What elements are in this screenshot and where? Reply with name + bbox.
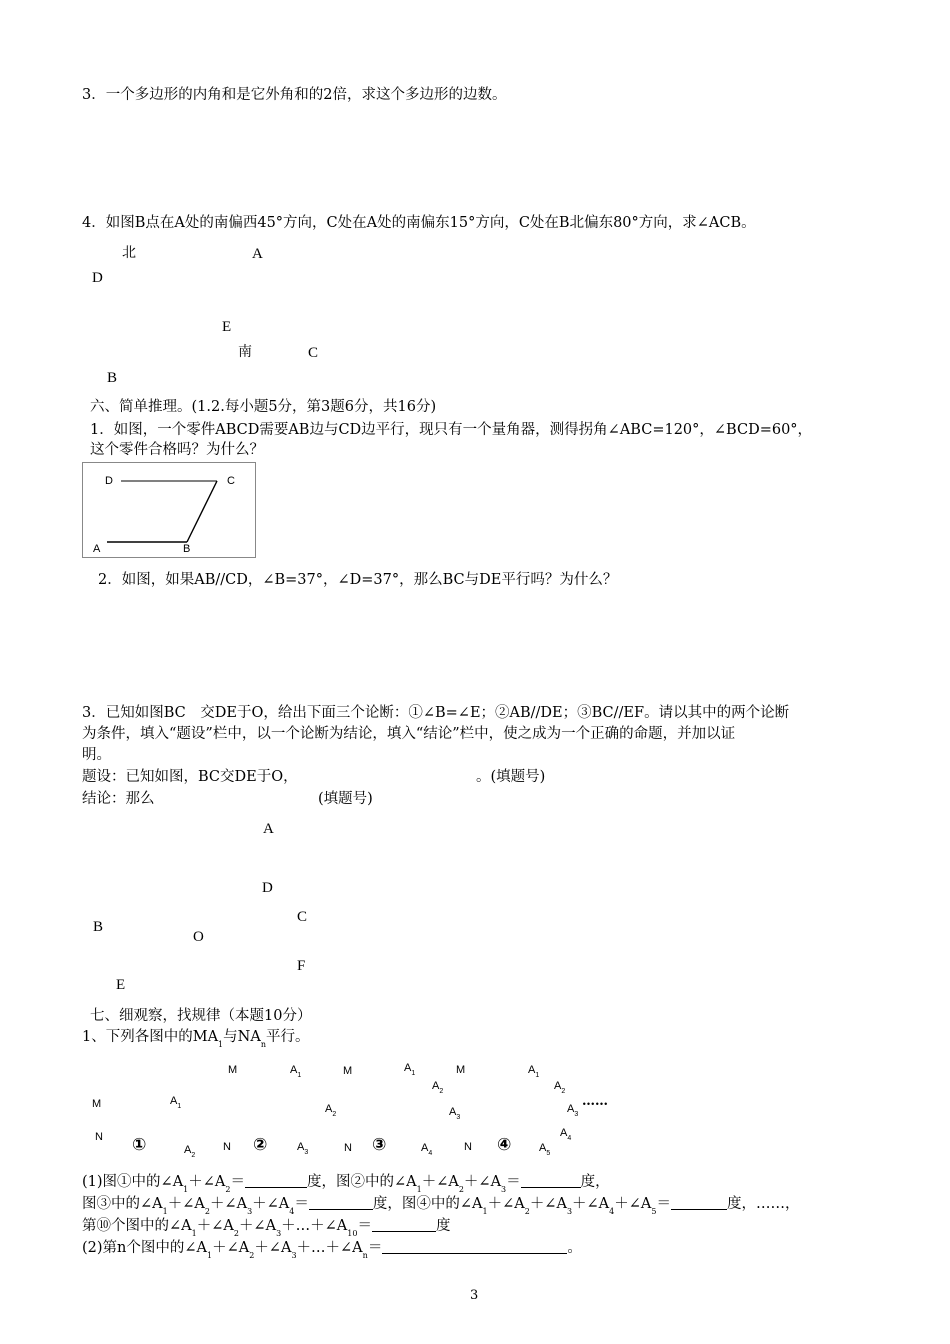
op: ＋∠A xyxy=(421,1174,459,1190)
sub: 1 xyxy=(162,1207,168,1216)
op: ＝ xyxy=(506,1174,521,1190)
fig-label-m: M xyxy=(92,1098,102,1110)
fig-label-a3 xyxy=(297,1141,308,1159)
intro-mid: 与NA xyxy=(223,1029,261,1045)
op: ＋∠A xyxy=(487,1196,525,1212)
sub: 1 xyxy=(177,1103,182,1110)
text: (2)第n个图中的∠A xyxy=(82,1240,207,1256)
fig-label-a2 xyxy=(184,1144,195,1162)
text: 图③中的∠A xyxy=(82,1196,163,1212)
premise-label: 题设：已知如图，BC交DE于O， xyxy=(82,769,298,785)
s7-q1-intro xyxy=(82,1027,309,1055)
conclusion-label: 结论：那么 xyxy=(82,791,155,807)
fig3-label-f: F xyxy=(297,958,306,974)
label-a: A xyxy=(252,246,263,262)
a: A xyxy=(449,1106,457,1118)
op: ＋∠A xyxy=(614,1196,652,1212)
sub: 2 xyxy=(561,1088,566,1095)
op: ＋∠A xyxy=(238,1218,277,1234)
fig3-label-a: A xyxy=(263,821,274,837)
sub: 3 xyxy=(247,1207,253,1216)
label-d: D xyxy=(92,270,103,286)
sub: 3 xyxy=(574,1111,579,1118)
fig-label-n: N xyxy=(223,1141,231,1153)
a: A xyxy=(539,1142,547,1154)
circle-2: ② xyxy=(253,1135,268,1155)
sub: 1 xyxy=(191,1229,197,1238)
circle-4: ④ xyxy=(497,1135,512,1155)
conclusion-tail: (填题号) xyxy=(318,791,373,807)
question-3: 3．一个多边形的内角和是它外角和的2倍，求这个多边形的边数。 xyxy=(82,87,507,103)
section-6-heading: 六、简单推理。(1.2.每小题5分，第3题6分，共16分) xyxy=(90,399,437,415)
label-south: 南 xyxy=(238,344,252,360)
sub: 2 xyxy=(225,1185,231,1194)
text: 度 xyxy=(435,1218,451,1234)
a: A xyxy=(170,1095,178,1107)
sub: 1 xyxy=(482,1207,488,1216)
fig-label-a2 xyxy=(325,1103,336,1121)
a: A xyxy=(560,1127,568,1139)
fig-label-n: N xyxy=(95,1131,103,1143)
fig-label-a2 xyxy=(554,1080,565,1098)
op: ＝ xyxy=(367,1240,383,1256)
circle-1: ① xyxy=(132,1135,147,1155)
op: ＋∠A xyxy=(252,1196,290,1212)
fig3-label-e: E xyxy=(116,977,126,993)
sub: 1 xyxy=(207,1251,213,1260)
question-4: 4．如图B点在A处的南偏西45°方向，C处在A处的南偏东15°方向，C处在B北偏东80°方向，求∠ACB。 xyxy=(82,215,756,231)
text: 度， xyxy=(580,1174,610,1190)
a: A xyxy=(528,1064,536,1076)
op: ＋∠A xyxy=(254,1240,292,1256)
fig-label-a1 xyxy=(170,1095,181,1113)
op: ＝ xyxy=(357,1218,372,1234)
text: (1)图①中的∠A xyxy=(82,1174,184,1190)
label-north: 北 xyxy=(122,245,136,261)
op: ＝ xyxy=(294,1196,309,1212)
a: A xyxy=(432,1080,440,1092)
op: ＋…＋∠A xyxy=(296,1240,363,1256)
a: A xyxy=(554,1080,562,1092)
sub: 1 xyxy=(411,1070,416,1077)
s6-q3-line1: 3．已知如图BC 交DE于O，给出下面三个论断：①∠B=∠E；②AB//DE；③BC//EF。请以其中的两个论断 xyxy=(82,705,790,721)
label-e: E xyxy=(222,319,232,335)
fig1-label-d: D xyxy=(105,475,113,487)
label-b: B xyxy=(107,370,118,386)
s6-q3-line2: 为条件，填入“题设”栏中，以一个论断为结论，填入“结论”栏中，使之成为一个正确的命题，并加以证 xyxy=(82,726,736,742)
sub: 4 xyxy=(428,1150,433,1157)
op: ＋∠A xyxy=(167,1196,205,1212)
fig-label-m: M xyxy=(456,1064,466,1076)
sub: 2 xyxy=(524,1207,530,1216)
sub: 4 xyxy=(567,1135,572,1142)
a: A xyxy=(404,1062,412,1074)
op: ＋∠A xyxy=(529,1196,567,1212)
text: 第⑩个图中的∠A xyxy=(82,1218,192,1234)
fig-label-a4 xyxy=(560,1127,571,1145)
sub: n xyxy=(362,1251,368,1260)
section-7-heading: 七、细观察，找规律（本题10分） xyxy=(90,1008,312,1024)
fig-label-m: M xyxy=(343,1065,353,1077)
fig-label-a5 xyxy=(539,1142,550,1160)
sub: 3 xyxy=(566,1207,573,1216)
sub: 1 xyxy=(183,1185,189,1194)
circle-3: ③ xyxy=(372,1135,387,1155)
fig1-label-c: C xyxy=(227,475,235,487)
fig3-label-c: C xyxy=(297,909,308,925)
answer-blank[interactable] xyxy=(521,1173,581,1188)
fig-label-a1 xyxy=(528,1064,539,1082)
sub: 2 xyxy=(439,1088,444,1095)
s6-q2: 2．如图，如果AB//CD，∠B=37°，∠D=37°，那么BC与DE平行吗？为什么？ xyxy=(98,572,618,588)
fig-label-a3 xyxy=(567,1103,578,1121)
premise-tail: 。(填题号) xyxy=(476,769,546,785)
fig3-label-o: O xyxy=(193,929,204,945)
page-number: 3 xyxy=(470,1288,479,1303)
intro-sub: 1 xyxy=(218,1040,224,1049)
answer-blank[interactable] xyxy=(671,1195,727,1210)
a: A xyxy=(325,1103,333,1115)
sub: 5 xyxy=(651,1207,657,1216)
sub: 2 xyxy=(204,1207,210,1216)
s6-q1-line1: 1．如图，一个零件ABCD需要AB边与CD边平行，现只有一个量角器，测得拐角∠ABC=120°，∠BCD=60°， xyxy=(90,422,813,438)
sub: 2 xyxy=(458,1185,464,1194)
op: ＝ xyxy=(656,1196,671,1212)
text: 度，图②中的∠A xyxy=(306,1174,417,1190)
fig-label-a3 xyxy=(449,1106,460,1124)
op: ＋…＋∠A xyxy=(281,1218,348,1234)
a: A xyxy=(567,1103,575,1115)
fig-label-m: M xyxy=(228,1064,238,1076)
sub: 3 xyxy=(291,1251,297,1260)
fig3-label-b: B xyxy=(93,919,104,935)
op: ＋∠A xyxy=(188,1174,226,1190)
a: A xyxy=(184,1144,192,1156)
op: ＋∠A xyxy=(212,1240,250,1256)
sub: 1 xyxy=(535,1072,540,1079)
answer-blank[interactable] xyxy=(372,1217,436,1232)
fig-label-a4 xyxy=(421,1142,432,1160)
answer-blank[interactable] xyxy=(309,1195,373,1210)
fig3-label-d: D xyxy=(262,880,273,896)
fig1-label-b: B xyxy=(183,543,191,555)
sub: 3 xyxy=(456,1114,461,1121)
sub: 3 xyxy=(276,1229,282,1238)
op: ＋∠A xyxy=(209,1196,248,1212)
sub: 4 xyxy=(609,1207,615,1216)
op: ＋∠A xyxy=(463,1174,502,1190)
sub: 1 xyxy=(416,1185,422,1194)
part-figure xyxy=(82,462,256,558)
fig-label-n: N xyxy=(344,1142,352,1154)
fig-label-n: N xyxy=(464,1141,472,1153)
sub: 10 xyxy=(347,1229,358,1238)
text: 。 xyxy=(567,1240,582,1256)
sub: 2 xyxy=(332,1111,337,1118)
sub: 5 xyxy=(546,1150,551,1157)
a: A xyxy=(297,1141,305,1153)
text: 度，……， xyxy=(726,1196,800,1212)
op: ＋∠A xyxy=(196,1218,234,1234)
op: ＋∠A xyxy=(572,1196,610,1212)
fig-label-a1 xyxy=(404,1062,415,1080)
sub: 2 xyxy=(233,1229,239,1238)
sub: 4 xyxy=(289,1207,295,1216)
fig-label-a2 xyxy=(432,1080,443,1098)
fig-ellipsis: …… xyxy=(582,1094,608,1109)
s6-q1-line2: 这个零件合格吗？为什么？ xyxy=(90,442,264,458)
s6-q3-line3: 明。 xyxy=(82,747,111,763)
intro-post: 平行。 xyxy=(265,1029,310,1045)
op: ＝ xyxy=(230,1174,245,1190)
fig-label-a1 xyxy=(290,1064,301,1082)
part2-line xyxy=(82,1238,582,1266)
sub: 3 xyxy=(501,1185,507,1194)
intro-sub: n xyxy=(260,1040,266,1049)
a: A xyxy=(290,1064,298,1076)
text: 度，图④中的∠A xyxy=(372,1196,483,1212)
sub: 3 xyxy=(304,1149,309,1156)
a: A xyxy=(421,1142,429,1154)
label-c: C xyxy=(308,345,319,361)
fig1-label-a: A xyxy=(93,543,101,555)
sub: 1 xyxy=(297,1072,302,1079)
sub: 2 xyxy=(249,1251,255,1260)
answer-blank[interactable] xyxy=(382,1239,567,1254)
intro-pre: 1、下列各图中的MA xyxy=(82,1029,219,1045)
answer-blank[interactable] xyxy=(245,1173,307,1188)
sub: 2 xyxy=(191,1152,196,1159)
